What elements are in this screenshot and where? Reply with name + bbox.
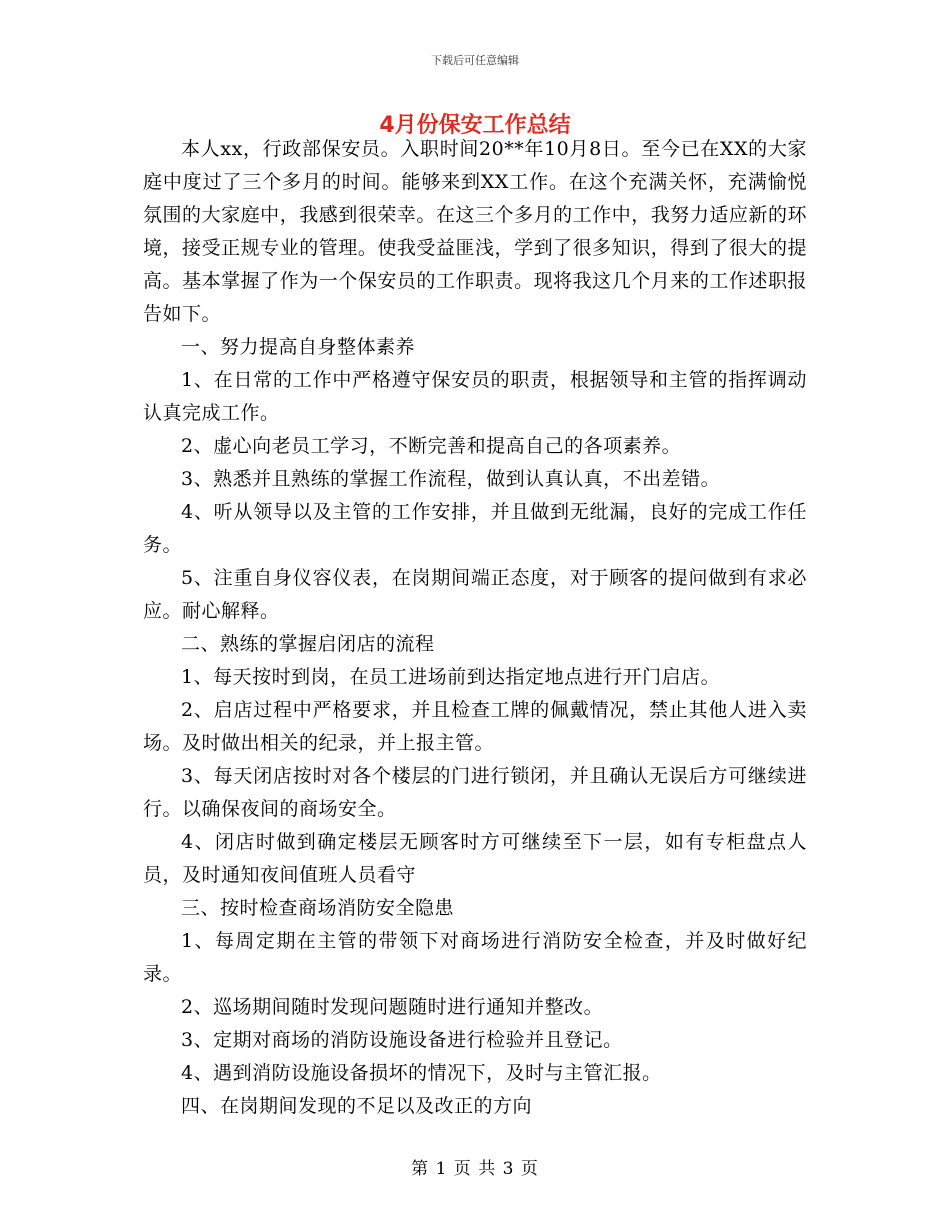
section-heading-2: 二、熟练的掌握启闭店的流程 — [181, 633, 435, 655]
list-item: 2、虚心向老员工学习，不断完善和提高自己的各项素养。 — [181, 435, 682, 457]
list-item: 3、定期对商场的消防设施设备进行检验并且登记。 — [181, 1029, 623, 1051]
list-item: 3、熟悉并且熟练的掌握工作流程，做到认真认真，不出差错。 — [181, 468, 721, 490]
list-item: 5、注重自身仪容仪表，在岗期间端正态度，对于顾客的提问做到有求必应。耐心解释。 — [143, 567, 807, 622]
document-body — [143, 133, 807, 1123]
list-item: 3、每天闭店按时对各个楼层的门进行锁闭，并且确认无误后方可继续进行。以确保夜间的商场安全。 — [143, 765, 807, 820]
page-header-note: 下载后可任意编辑 — [431, 54, 519, 67]
section-heading-1: 一、努力提高自身整体素养 — [181, 336, 416, 358]
list-item: 2、启店过程中严格要求，并且检查工牌的佩戴情况，禁止其他人进入卖场。及时做出相关的纪录，并上报主管。 — [143, 699, 807, 754]
list-item: 2、巡场期间随时发现问题随时进行通知并整改。 — [181, 996, 604, 1018]
list-item: 4、闭店时做到确定楼层无顾客时方可继续至下一层，如有专柜盘点人员，及时通知夜间值班人员看守 — [143, 831, 807, 886]
paragraph-intro: 本人xx，行政部保安员。入职时间20**年10月8日。至今已在XX的大家庭中度过了三个多月的时间。能够来到XX工作。在这个充满关怀，充满愉悦氛围的大家庭中，我感到很荣幸。在这三个多月的工作中，我努力适应新的环境，接受正规专业的管理。使我受益匪浅，学到了很多知识，得到了很大的提高。基本掌握了作为一个保安员的工作职责。现将我这几个月来的工作述职报告如下。 — [143, 138, 807, 325]
document-title: 4月份保安工作总结 — [379, 113, 571, 138]
list-item: 1、在日常的工作中严格遵守保安员的职责，根据领导和主管的指挥调动认真完成工作。 — [143, 369, 807, 424]
list-item: 1、每天按时到岗，在员工进场前到达指定地点进行开门启店。 — [181, 666, 721, 688]
section-heading-3: 三、按时检查商场消防安全隐患 — [181, 897, 455, 919]
list-item: 4、听从领导以及主管的工作安排，并且做到无纰漏，良好的完成工作任务。 — [143, 501, 807, 556]
page-number-footer: 第 1 页 共 3 页 — [411, 1159, 539, 1179]
section-heading-4: 四、在岗期间发现的不足以及改正的方向 — [181, 1095, 533, 1117]
list-item: 4、遇到消防设施设备损坏的情况下，及时与主管汇报。 — [181, 1062, 662, 1084]
list-item: 1、每周定期在主管的带领下对商场进行消防安全检查，并及时做好纪录。 — [143, 930, 807, 985]
